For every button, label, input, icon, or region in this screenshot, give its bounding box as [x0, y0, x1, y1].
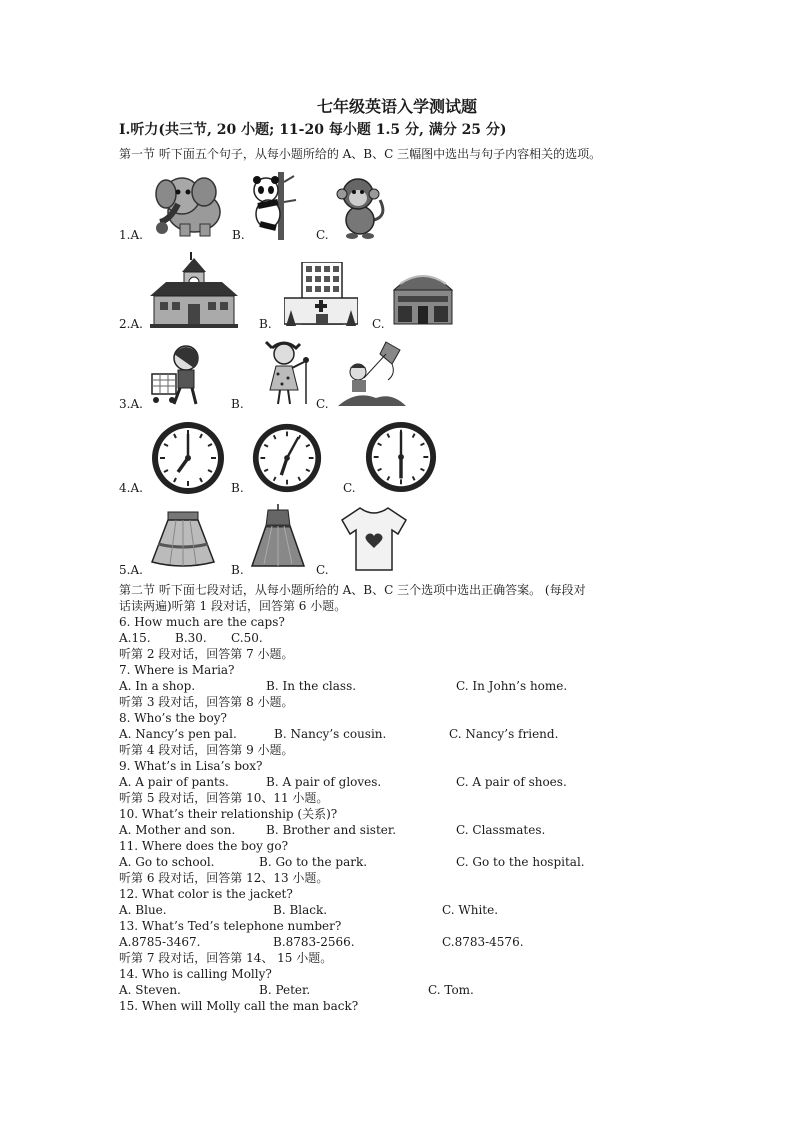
section-heading-listening: I.听力(共三节, 20 小题; 11-20 每小题 1.5 分, 满分 25 分) [119, 122, 507, 138]
skirt-icon [148, 510, 218, 570]
tshirt-icon [338, 506, 410, 572]
q14-option-c: C. Tom. [428, 983, 474, 997]
monkey-icon [334, 176, 386, 240]
panda-icon [248, 172, 298, 240]
q8-option-c: C. Nancy’s friend. [449, 727, 559, 741]
q7-option-c: C. In John’s home. [456, 679, 568, 693]
q14-option-b: B. Peter. [259, 983, 311, 997]
q14-stem: 14. Who is calling Molly? [119, 967, 272, 981]
q4-option-c: C. [343, 481, 356, 495]
q7-stem: 7. Where is Maria? [119, 663, 235, 677]
q11-option-a: A. Go to school. [119, 855, 215, 869]
dress-icon [250, 502, 306, 570]
q14-option-a: A. Steven. [119, 983, 181, 997]
q7-option-a: A. In a shop. [119, 679, 196, 693]
singing-girl-icon [262, 340, 312, 408]
q9-option-c: C. A pair of shoes. [456, 775, 567, 789]
q8-option-b: B. Nancy’s cousin. [274, 727, 387, 741]
q8-option-a: A. Nancy’s pen pal. [119, 727, 237, 741]
q6-option-c: C.50. [231, 631, 263, 645]
q1-label: 1.A. [119, 228, 143, 242]
dialog-5-heading: 听第 5 段对话，回答第 10、11 小题。 [119, 791, 329, 805]
dialog-7-heading: 听第 7 段对话，回答第 14、 15 小题。 [119, 951, 333, 965]
q10-option-b: B. Brother and sister. [266, 823, 397, 837]
q4-label: 4.A. [119, 481, 143, 495]
q3-option-b: B. [231, 397, 244, 411]
q9-option-b: B. A pair of gloves. [266, 775, 382, 789]
q9-stem: 9. What’s in Lisa’s box? [119, 759, 263, 773]
q7-option-b: B. In the class. [266, 679, 357, 693]
q12-option-c: C. White. [442, 903, 499, 917]
q3-option-c: C. [316, 397, 329, 411]
q8-stem: 8. Who’s the boy? [119, 711, 227, 725]
q2-label: 2.A. [119, 317, 143, 331]
q5-option-c: C. [316, 563, 329, 577]
q1-option-b: B. [232, 228, 245, 242]
part2-instruction-line1: 第二节 听下面七段对话，从每小题所给的 A、B、C 三个选项中选出正确答案。 (每段对 [119, 583, 586, 597]
q11-stem: 11. Where does the boy go? [119, 839, 289, 853]
q13-option-a: A.8785-3467. [119, 935, 201, 949]
q2-option-b: B. [259, 317, 272, 331]
clock-icon-b [251, 422, 323, 494]
elephant-icon [152, 172, 232, 240]
q6-stem: 6. How much are the caps? [119, 615, 285, 629]
q15-stem: 15. When will Molly call the man back? [119, 999, 359, 1013]
clock-icon-c [364, 420, 438, 494]
q11-option-c: C. Go to the hospital. [456, 855, 585, 869]
q13-option-c: C.8783-4576. [442, 935, 524, 949]
kite-girl-icon [336, 340, 408, 408]
q12-stem: 12. What color is the jacket? [119, 887, 293, 901]
q13-option-b: B.8783-2566. [273, 935, 355, 949]
school-icon [150, 252, 238, 328]
shopping-girl-icon [150, 344, 210, 410]
part1-instruction: 第一节 听下面五个句子，从每小题所给的 A、B、C 三幅图中选出与句子内容相关的选项。 [119, 147, 602, 161]
q10-option-a: A. Mother and son. [119, 823, 236, 837]
q13-stem: 13. What’s Ted’s telephone number? [119, 919, 342, 933]
dialog-2-heading: 听第 2 段对话，回答第 7 小题。 [119, 647, 294, 661]
q10-stem: 10. What’s their relationship (关系)? [119, 807, 338, 821]
q6-option-b: B.30. [175, 631, 207, 645]
q12-option-a: A. Blue. [119, 903, 167, 917]
q3-label: 3.A. [119, 397, 143, 411]
q2-option-c: C. [372, 317, 385, 331]
q1-option-c: C. [316, 228, 329, 242]
hospital-icon [284, 262, 358, 328]
q6-option-a: A.15. [119, 631, 151, 645]
dialog-6-heading: 听第 6 段对话，回答第 12、13 小题。 [119, 871, 329, 885]
q4-option-b: B. [231, 481, 244, 495]
q12-option-b: B. Black. [273, 903, 328, 917]
q10-option-c: C. Classmates. [456, 823, 546, 837]
q11-option-b: B. Go to the park. [259, 855, 368, 869]
page-title: 七年级英语入学测试题 [316, 97, 477, 116]
part2-instruction-line2: 话读两遍)听第 1 段对话，回答第 6 小题。 [119, 599, 347, 613]
dialog-3-heading: 听第 3 段对话，回答第 8 小题。 [119, 695, 294, 709]
q9-option-a: A. A pair of pants. [119, 775, 229, 789]
clock-icon-a [150, 420, 226, 496]
q5-label: 5.A. [119, 563, 143, 577]
dialog-4-heading: 听第 4 段对话，回答第 9 小题。 [119, 743, 294, 757]
q5-option-b: B. [231, 563, 244, 577]
restaurant-icon [392, 266, 454, 326]
